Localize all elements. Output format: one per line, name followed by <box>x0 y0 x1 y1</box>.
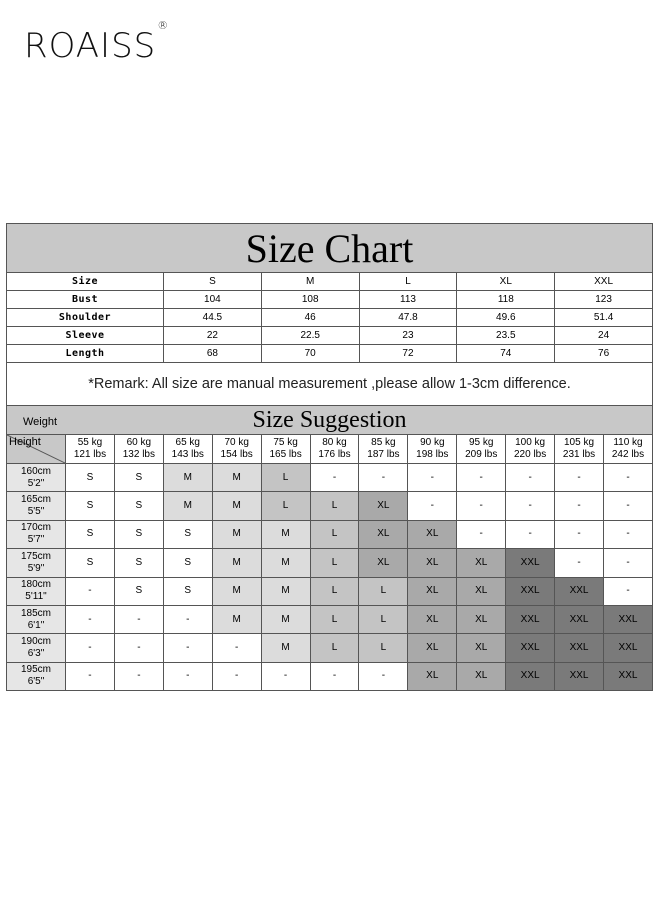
weight-kg: 65 kg <box>175 437 200 448</box>
suggested-size-cell: - <box>114 605 163 633</box>
weight-kg: 100 kg <box>515 437 546 448</box>
suggested-size-cell: XL <box>408 549 457 577</box>
measurement-row <box>7 309 653 327</box>
height-ft: 5'5" <box>27 506 45 518</box>
suggested-size-cell: - <box>603 464 652 492</box>
measurement-value: 23 <box>359 327 457 345</box>
suggested-size-cell: S <box>114 577 163 605</box>
suggested-size-cell: - <box>163 662 212 690</box>
height-cm: 160cm <box>20 465 51 477</box>
weight-header-cell <box>163 435 212 464</box>
suggested-size-cell: - <box>359 662 408 690</box>
suggested-size-cell: S <box>114 549 163 577</box>
weight-lbs: 231 lbs <box>562 449 596 460</box>
weight-lbs: 198 lbs <box>416 449 449 460</box>
suggested-size-cell: - <box>359 464 408 492</box>
suggested-size-cell: - <box>457 464 506 492</box>
suggested-size-cell: L <box>310 634 359 662</box>
suggested-size-cell: S <box>163 577 212 605</box>
suggested-size-cell: XXL <box>506 577 555 605</box>
suggested-size-cell: - <box>555 492 604 520</box>
suggested-size-cell: XL <box>457 577 506 605</box>
height-cell <box>7 605 66 633</box>
suggested-size-cell: - <box>555 520 604 548</box>
measurement-value: 113 <box>359 291 457 309</box>
suggested-size-cell: S <box>66 492 115 520</box>
suggested-size-cell: L <box>359 605 408 633</box>
suggested-size-cell: S <box>163 520 212 548</box>
suggested-size-cell: S <box>114 492 163 520</box>
measurement-value: 108 <box>261 291 359 309</box>
height-cell <box>7 520 66 548</box>
measurement-label: Bust <box>7 291 164 309</box>
suggested-size-cell: XL <box>359 549 408 577</box>
height-row <box>7 605 653 633</box>
suggested-size-cell: M <box>212 605 261 633</box>
height-row <box>7 492 653 520</box>
height-cell <box>7 577 66 605</box>
suggested-size-cell: - <box>66 577 115 605</box>
suggested-size-cell: XL <box>408 634 457 662</box>
height-cell <box>7 549 66 577</box>
measurement-value: 46 <box>261 309 359 327</box>
size-suggestion-header <box>6 406 653 434</box>
weight-lbs: 220 lbs <box>513 449 547 460</box>
measurement-value: 70 <box>261 345 359 363</box>
suggested-size-cell: M <box>212 464 261 492</box>
suggested-size-cell: - <box>261 662 310 690</box>
suggested-size-cell: M <box>212 577 261 605</box>
weight-kg: 80 kg <box>322 437 347 448</box>
measurement-value: 118 <box>457 291 555 309</box>
suggested-size-cell: XL <box>408 662 457 690</box>
height-cm: 195cm <box>20 664 51 676</box>
weight-header-cell <box>408 435 457 464</box>
measurement-value: 23.5 <box>457 327 555 345</box>
suggested-size-cell: - <box>603 492 652 520</box>
weight-lbs: 176 lbs <box>318 449 351 460</box>
measurement-value: 24 <box>555 327 653 345</box>
measurement-label: Sleeve <box>7 327 164 345</box>
height-cell <box>7 662 66 690</box>
size-chart-title: Size Chart <box>6 223 653 272</box>
size-header-cell: XXL <box>555 273 653 291</box>
weight-header-cell <box>359 435 408 464</box>
suggested-size-cell: - <box>603 520 652 548</box>
weight-kg: 75 kg <box>273 437 298 448</box>
weight-header-cell <box>114 435 163 464</box>
suggested-size-cell: S <box>66 464 115 492</box>
suggested-size-cell: - <box>66 634 115 662</box>
suggested-size-cell: M <box>212 492 261 520</box>
suggested-size-cell: XXL <box>506 605 555 633</box>
weight-lbs: 165 lbs <box>269 449 302 460</box>
height-cm: 165cm <box>20 494 51 506</box>
registered-mark: ® <box>157 18 170 32</box>
height-cm: 175cm <box>20 550 51 562</box>
weight-lbs: 132 lbs <box>122 449 155 460</box>
weight-kg: 60 kg <box>126 437 152 448</box>
weight-header-cell <box>261 435 310 464</box>
suggested-size-cell: XXL <box>555 605 604 633</box>
suggested-size-cell: M <box>212 549 261 577</box>
measurement-value: 76 <box>555 345 653 363</box>
suggested-size-cell: M <box>261 577 310 605</box>
height-ft: 6'3" <box>27 648 45 660</box>
measurement-label: Length <box>7 345 164 363</box>
size-chart-panel <box>6 223 653 691</box>
measurement-value: 22.5 <box>261 327 359 345</box>
suggested-size-cell: M <box>261 605 310 633</box>
suggested-size-cell: L <box>310 549 359 577</box>
suggested-size-cell: L <box>310 577 359 605</box>
weight-lbs: 143 lbs <box>171 449 204 460</box>
suggested-size-cell: - <box>66 662 115 690</box>
suggested-size-cell: - <box>506 492 555 520</box>
weight-kg: 55 kg <box>77 437 103 448</box>
suggested-size-cell: - <box>310 662 359 690</box>
height-row <box>7 549 653 577</box>
suggested-size-cell: XXL <box>555 662 604 690</box>
suggested-size-cell: XL <box>359 520 408 548</box>
height-ft: 5'9" <box>27 562 45 574</box>
height-row <box>7 662 653 690</box>
suggested-size-cell: - <box>408 464 457 492</box>
size-header-cell: L <box>359 273 457 291</box>
suggested-size-cell: - <box>603 577 652 605</box>
measurement-value: 72 <box>359 345 457 363</box>
height-cm: 170cm <box>20 522 51 534</box>
suggested-size-cell: L <box>261 464 310 492</box>
suggested-size-cell: M <box>261 634 310 662</box>
weight-header-cell <box>555 435 604 464</box>
measurement-label: Shoulder <box>7 309 164 327</box>
suggested-size-cell: XXL <box>506 549 555 577</box>
weight-label: Weight <box>23 416 58 428</box>
measurement-value: 74 <box>457 345 555 363</box>
size-suggestion-table <box>6 434 653 691</box>
suggested-size-cell: L <box>359 634 408 662</box>
weight-kg: 105 kg <box>564 437 595 448</box>
suggested-size-cell: - <box>408 492 457 520</box>
weight-header-row <box>7 435 653 464</box>
weight-header-cell <box>310 435 359 464</box>
measurement-row <box>7 291 653 309</box>
suggested-size-cell: XL <box>408 605 457 633</box>
height-cell <box>7 634 66 662</box>
height-cm: 180cm <box>20 579 51 591</box>
height-ft: 5'7" <box>27 534 45 546</box>
suggested-size-cell: M <box>163 464 212 492</box>
height-ft: 6'5" <box>27 676 45 688</box>
brand-name: ROAISS <box>24 26 157 66</box>
height-label: Height <box>9 436 41 448</box>
measurement-row <box>7 327 653 345</box>
height-cm: 190cm <box>20 636 51 648</box>
suggested-size-cell: XXL <box>603 662 652 690</box>
suggested-size-cell: - <box>212 634 261 662</box>
suggested-size-cell: - <box>555 464 604 492</box>
height-row <box>7 520 653 548</box>
suggested-size-cell: XL <box>359 492 408 520</box>
brand-logo <box>24 18 170 66</box>
suggested-size-cell: - <box>114 662 163 690</box>
suggested-size-cell: M <box>261 549 310 577</box>
suggested-size-cell: - <box>457 492 506 520</box>
measurement-row <box>7 345 653 363</box>
size-header-cell: XL <box>457 273 555 291</box>
measurement-value: 47.8 <box>359 309 457 327</box>
suggested-size-cell: XXL <box>506 662 555 690</box>
weight-header-cell <box>66 435 115 464</box>
measurement-value: 123 <box>555 291 653 309</box>
suggested-size-cell: M <box>163 492 212 520</box>
suggested-size-cell: S <box>114 464 163 492</box>
suggested-size-cell: L <box>310 605 359 633</box>
size-header-row <box>7 273 653 291</box>
suggested-size-cell: XL <box>457 634 506 662</box>
suggested-size-cell: - <box>212 662 261 690</box>
weight-header-cell <box>212 435 261 464</box>
height-row <box>7 634 653 662</box>
weight-kg: 110 kg <box>613 437 643 448</box>
size-header-cell: S <box>164 273 262 291</box>
size-suggestion-title: Size Suggestion <box>252 407 407 433</box>
height-weight-corner <box>7 435 66 464</box>
measurement-value: 51.4 <box>555 309 653 327</box>
suggested-size-cell: XL <box>457 605 506 633</box>
suggested-size-cell: - <box>506 520 555 548</box>
suggested-size-cell: S <box>66 549 115 577</box>
suggested-size-cell: - <box>457 520 506 548</box>
height-cell <box>7 464 66 492</box>
suggested-size-cell: XL <box>408 577 457 605</box>
suggested-size-cell: - <box>310 464 359 492</box>
weight-kg: 70 kg <box>224 437 249 448</box>
weight-lbs: 121 lbs <box>73 449 107 460</box>
suggested-size-cell: XXL <box>555 634 604 662</box>
height-cm: 185cm <box>20 607 51 619</box>
suggested-size-cell: L <box>261 492 310 520</box>
suggested-size-cell: M <box>212 520 261 548</box>
weight-header-cell <box>506 435 555 464</box>
height-ft: 5'11" <box>25 591 47 603</box>
weight-lbs: 154 lbs <box>220 449 253 460</box>
height-cell <box>7 492 66 520</box>
suggested-size-cell: - <box>66 605 115 633</box>
suggested-size-cell: - <box>114 634 163 662</box>
height-ft: 6'1" <box>27 619 45 631</box>
weight-lbs: 209 lbs <box>465 449 498 460</box>
measurement-value: 104 <box>164 291 262 309</box>
suggested-size-cell: - <box>603 549 652 577</box>
suggested-size-cell: L <box>310 520 359 548</box>
weight-kg: 85 kg <box>371 437 396 448</box>
weight-kg: 90 kg <box>420 437 445 448</box>
size-header-cell: M <box>261 273 359 291</box>
suggested-size-cell: XL <box>457 549 506 577</box>
suggested-size-cell: - <box>163 634 212 662</box>
measurement-value: 22 <box>164 327 262 345</box>
suggested-size-cell: XXL <box>603 605 652 633</box>
suggested-size-cell: XXL <box>603 634 652 662</box>
size-chart-table <box>6 272 653 363</box>
suggested-size-cell: XL <box>457 662 506 690</box>
suggested-size-cell: L <box>359 577 408 605</box>
suggested-size-cell: - <box>506 464 555 492</box>
weight-header-cell <box>457 435 506 464</box>
suggested-size-cell: S <box>114 520 163 548</box>
suggested-size-cell: XXL <box>555 577 604 605</box>
suggested-size-cell: - <box>163 605 212 633</box>
measurement-value: 44.5 <box>164 309 262 327</box>
weight-header-cell <box>603 435 652 464</box>
height-row <box>7 577 653 605</box>
weight-lbs: 242 lbs <box>611 449 645 460</box>
weight-lbs: 187 lbs <box>367 449 400 460</box>
suggested-size-cell: S <box>66 520 115 548</box>
weight-kg: 95 kg <box>468 437 494 448</box>
suggested-size-cell: XL <box>408 520 457 548</box>
height-ft: 5'2" <box>27 477 45 489</box>
remark-text: *Remark: All size are manual measurement ,please allow 1-3cm difference. <box>6 363 653 406</box>
suggested-size-cell: XXL <box>506 634 555 662</box>
suggested-size-cell: M <box>261 520 310 548</box>
suggested-size-cell: S <box>163 549 212 577</box>
suggested-size-cell: L <box>310 492 359 520</box>
measurement-value: 49.6 <box>457 309 555 327</box>
suggested-size-cell: - <box>555 549 604 577</box>
height-row <box>7 464 653 492</box>
size-header-label: Size <box>7 273 164 291</box>
measurement-value: 68 <box>164 345 262 363</box>
